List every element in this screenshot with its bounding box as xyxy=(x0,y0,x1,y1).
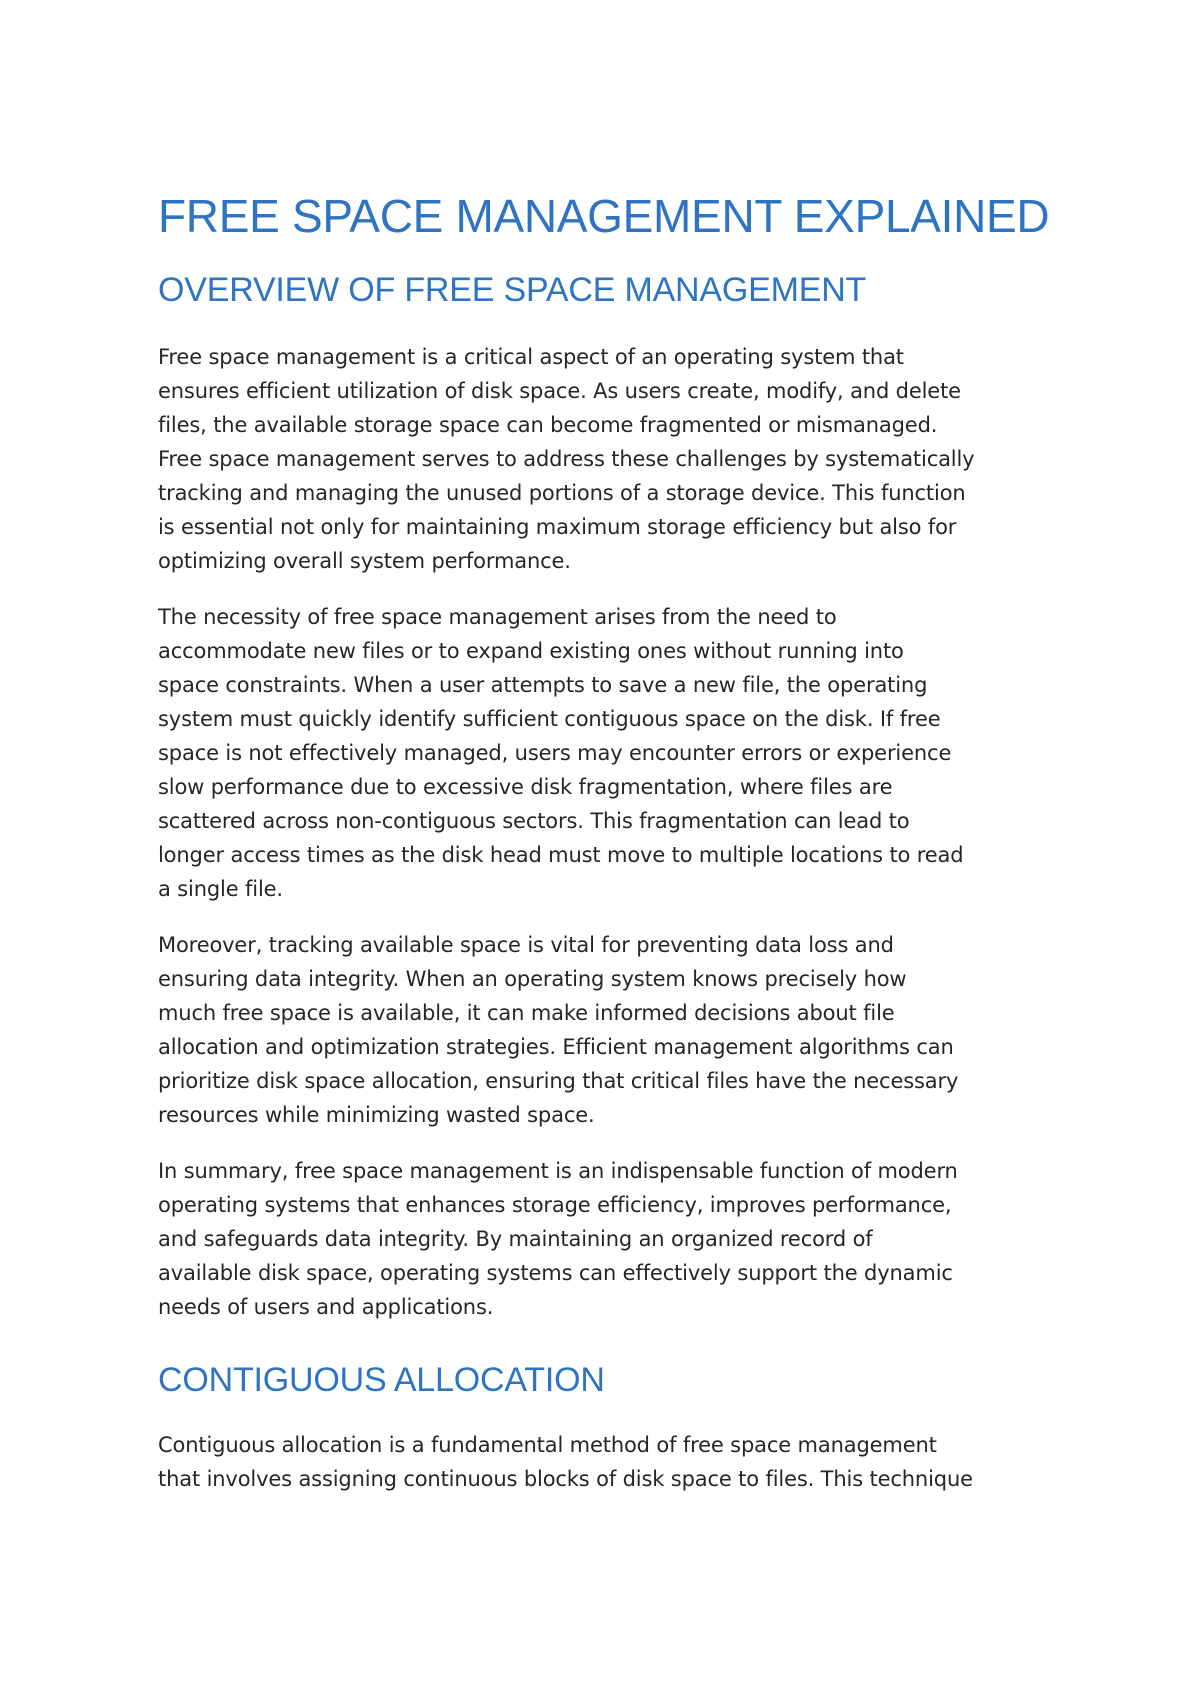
text-line: Free space management serves to address these challenges by systematically xyxy=(158,447,975,471)
section-heading-overview: OVERVIEW OF FREE SPACE MANAGEMENT xyxy=(158,271,867,309)
document-title: FREE SPACE MANAGEMENT EXPLAINED xyxy=(158,190,1050,242)
text-line: optimizing overall system performance. xyxy=(158,549,571,573)
text-line: Free space management is a critical aspect of an operating system that xyxy=(158,345,904,369)
text-line: tracking and managing the unused portions of a storage device. This function xyxy=(158,481,966,505)
text-line: files, the available storage space can become fragmented or mismanaged. xyxy=(158,413,938,437)
text-line: needs of users and applications. xyxy=(158,1295,494,1319)
text-line: prioritize disk space allocation, ensuring that critical files have the necessary xyxy=(158,1069,959,1093)
text-line: slow performance due to excessive disk fragmentation, where files are xyxy=(158,775,893,799)
paragraph-overview-necessity xyxy=(158,600,1058,906)
text-line: a single file. xyxy=(158,877,283,901)
paragraph-overview-intro xyxy=(158,340,1058,578)
text-line: space is not effectively managed, users may encounter errors or experience xyxy=(158,741,952,765)
section-heading-contiguous-allocation: CONTIGUOUS ALLOCATION xyxy=(158,1361,605,1399)
text-line: In summary, free space management is an indispensable function of modern xyxy=(158,1159,958,1183)
text-line: system must quickly identify sufficient contiguous space on the disk. If free xyxy=(158,707,941,731)
text-line: scattered across non-contiguous sectors. This fragmentation can lead to xyxy=(158,809,910,833)
text-line: resources while minimizing wasted space. xyxy=(158,1103,595,1127)
paragraph-overview-tracking xyxy=(158,928,1058,1132)
text-line: allocation and optimization strategies. Efficient management algorithms can xyxy=(158,1035,954,1059)
paragraph-contiguous-intro xyxy=(158,1428,1058,1496)
text-line: Contiguous allocation is a fundamental method of free space management xyxy=(158,1433,937,1457)
text-line: The necessity of free space management arises from the need to xyxy=(158,605,837,629)
text-line: available disk space, operating systems can effectively support the dynamic xyxy=(158,1261,953,1285)
text-line: is essential not only for maintaining maximum storage efficiency but also for xyxy=(158,515,957,539)
text-line: ensures efficient utilization of disk space. As users create, modify, and delete xyxy=(158,379,961,403)
text-line: operating systems that enhances storage efficiency, improves performance, xyxy=(158,1193,952,1217)
text-line: space constraints. When a user attempts to save a new file, the operating xyxy=(158,673,928,697)
document-content xyxy=(158,188,1058,1496)
text-line: and safeguards data integrity. By maintaining an organized record of xyxy=(158,1227,873,1251)
text-line: ensuring data integrity. When an operating system knows precisely how xyxy=(158,967,907,991)
text-line: Moreover, tracking available space is vital for preventing data loss and xyxy=(158,933,894,957)
text-line: accommodate new files or to expand existing ones without running into xyxy=(158,639,904,663)
text-line: that involves assigning continuous blocks of disk space to files. This technique xyxy=(158,1467,973,1491)
text-line: longer access times as the disk head must move to multiple locations to read xyxy=(158,843,964,867)
paragraph-overview-summary xyxy=(158,1154,1058,1324)
text-line: much free space is available, it can make informed decisions about file xyxy=(158,1001,895,1025)
